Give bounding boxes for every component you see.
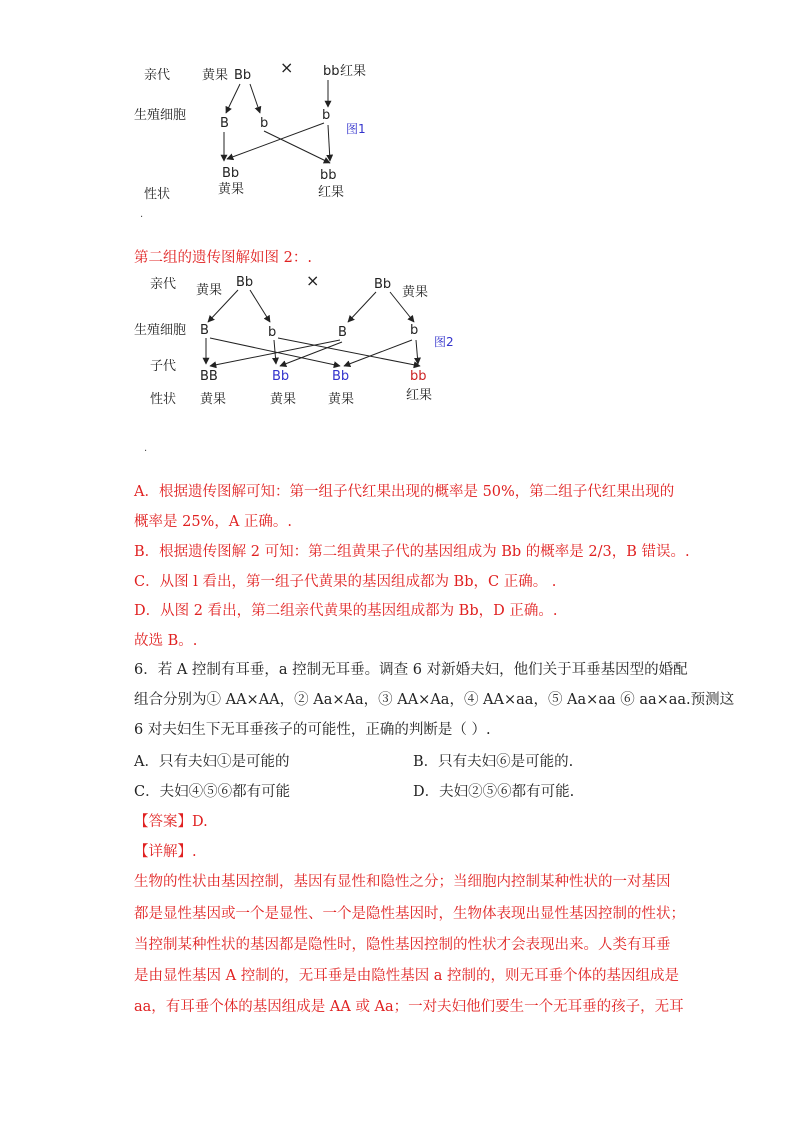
offspring-trait-2: 黄果 — [270, 392, 297, 407]
figure-1-dot: . — [140, 209, 144, 220]
genetic-diagram-figure-1 — [130, 55, 390, 220]
row-label-traits: 性状 — [144, 187, 171, 202]
question-6-stem-line-3: 6 对夫妇生下无耳垂孩子的可能性，正确的判断是（ ）. — [134, 722, 491, 738]
row-label-gametes: 生殖细胞 — [134, 108, 187, 123]
question-6-stem-line-2: 组合分别为① AA×AA，② Aa×Aa，③ AA×Aa，④ AA×aa，⑤ Aa×aa ⑥ aa×aa.预测这 — [134, 692, 735, 708]
gamete-B-1: B — [200, 323, 209, 338]
genetic-diagram-figure-2 — [130, 268, 470, 453]
arrow-parent-to-gamete-b-left — [250, 84, 260, 113]
figure-2-dot: . — [144, 443, 148, 454]
explanation-line-3: 当控制某种性状的基因都是隐性时，隐性基因控制的性状才会表现出来。人类有耳垂 — [134, 937, 671, 953]
offspring-genotype-BB: BB — [200, 369, 218, 384]
arrow-b-right-to-Bb — [227, 123, 324, 159]
detail-label: 【详解】. — [134, 844, 197, 860]
gamete-b-1: b — [268, 325, 277, 340]
gamete-B-2: B — [338, 325, 347, 340]
analysis-option-c: C．从图 l 看出，第一组子代黄果的基因组成都为 Bb，C 正确。 . — [134, 574, 557, 590]
question-6-option-c: C．夫妇④⑤⑥都有可能 — [134, 784, 291, 800]
arrow-b1-to-bb — [278, 338, 420, 366]
offspring-trait-4: 红果 — [406, 388, 433, 403]
figure-1-caption: 图1 — [346, 122, 366, 136]
offspring-genotype-Bb-1: Bb — [272, 369, 290, 384]
arrow-left-parent-to-b — [250, 290, 270, 322]
answer-row — [134, 812, 208, 832]
offspring-genotype-Bb-2: Bb — [332, 369, 350, 384]
figure-2-caption: 图2 — [434, 335, 454, 349]
parent-left-genotype: Bb — [236, 275, 254, 290]
gamete-b-right: b — [322, 108, 331, 123]
cross-symbol: × — [280, 58, 294, 77]
arrow-b-to-bb — [264, 131, 330, 163]
gamete-b-2: b — [410, 323, 419, 338]
question-6-stem-line-1: 6．若 A 控制有耳垂，a 控制无耳垂。调查 6 对新婚夫妇，他们关于耳垂基因型的婚配 — [134, 662, 688, 678]
offspring-genotype-Bb: Bb — [222, 166, 240, 181]
row-label-offspring: 子代 — [150, 359, 177, 374]
analysis-conclusion: 故选 B。. — [134, 633, 198, 649]
explanation-line-5: aa，有耳垂个体的基因组成是 AA 或 Aa；一对夫妇他们要生一个无耳垂的孩子，无耳 — [134, 999, 684, 1015]
arrow-right-parent-to-B — [348, 292, 376, 322]
parent-left-trait: 黄果 — [202, 68, 229, 83]
explanation-line-1: 生物的性状由基因控制，基因有显性和隐性之分；当细胞内控制某种性状的一对基因 — [134, 874, 671, 890]
cross-symbol: × — [306, 271, 320, 290]
row-label-traits: 性状 — [150, 392, 177, 407]
figure-2-intro: 第二组的遗传图解如图 2：. — [134, 250, 312, 266]
answer-label: 【答案】 — [134, 814, 192, 830]
question-6-option-a: A．只有夫妇①是可能的 — [134, 754, 290, 770]
question-6-option-d: D．夫妇②⑤⑥都有可能. — [413, 784, 575, 800]
answer-value: D. — [192, 814, 208, 830]
question-6-option-b: B．只有夫妇⑥是可能的. — [413, 754, 574, 770]
offspring-genotype-bb: bb — [410, 369, 427, 384]
offspring-genotype-bb: bb — [320, 168, 337, 183]
parent-right-trait: 红果 — [340, 64, 367, 79]
gamete-b-left: b — [260, 116, 269, 131]
analysis-option-a-line-1: A．根据遗传图解可知：第一组子代红果出现的概率是 50%，第二组子代红果出现的 — [134, 484, 675, 500]
offspring-trait-3: 黄果 — [328, 392, 355, 407]
row-label-parents: 亲代 — [150, 277, 177, 292]
offspring-trait-1: 黄果 — [200, 392, 227, 407]
offspring-trait-red: 红果 — [318, 185, 345, 200]
parent-right-genotype: bb — [323, 64, 340, 79]
offspring-trait-yellow: 黄果 — [218, 182, 245, 197]
analysis-option-d: D．从图 2 看出，第二组亲代黄果的基因组成都为 Bb，D 正确。. — [134, 603, 558, 619]
analysis-option-b: B．根据遗传图解 2 可知：第二组黄果子代的基因组成为 Bb 的概率是 2/3，B 错误。. — [134, 544, 690, 560]
parent-left-genotype: Bb — [234, 68, 252, 83]
analysis-option-a-line-2: 概率是 25%，A 正确。. — [134, 514, 293, 530]
row-label-parents: 亲代 — [144, 68, 171, 83]
gamete-B: B — [220, 116, 229, 131]
arrow-parent-to-gamete-B — [226, 84, 240, 113]
parent-left-trait: 黄果 — [196, 283, 223, 298]
arrow-b2-to-bb — [416, 340, 418, 364]
explanation-line-2: 都是显性基因或一个是显性、一个是隐性基因时，生物体表现出显性基因控制的性状； — [134, 906, 685, 922]
row-label-gametes: 生殖细胞 — [134, 323, 187, 338]
explanation-line-4: 是由显性基因 A 控制的，无耳垂是由隐性基因 a 控制的，则无耳垂个体的基因组成是 — [134, 968, 680, 984]
arrow-b-right-to-bb — [328, 125, 330, 161]
parent-right-trait: 黄果 — [402, 285, 429, 300]
parent-right-genotype: Bb — [374, 277, 392, 292]
